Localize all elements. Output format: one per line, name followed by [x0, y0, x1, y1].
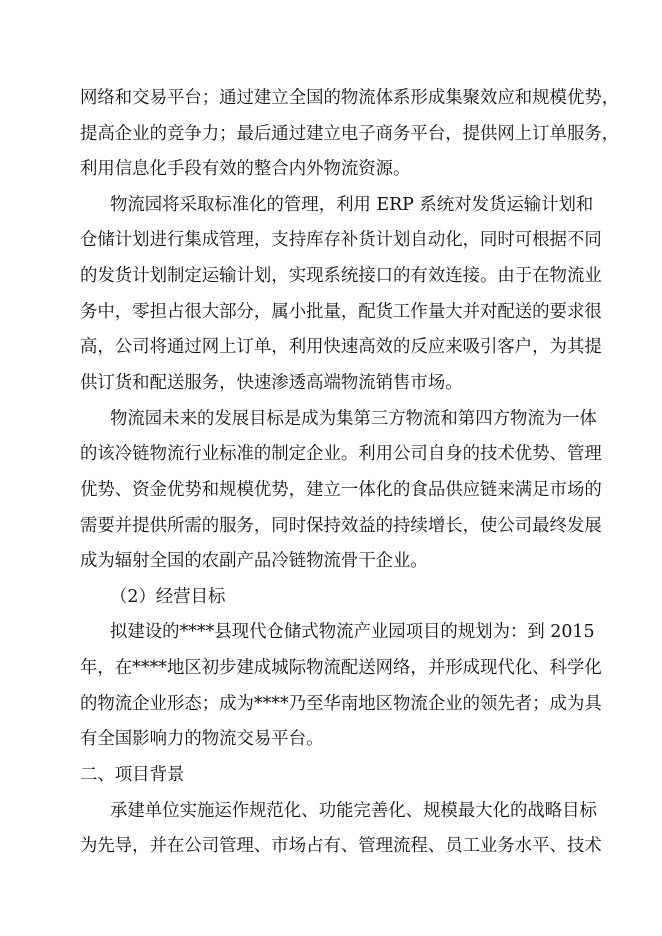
paragraph-line: 提高企业的竞争力；最后通过建立电子商务平台，提供网上订单服务， [80, 124, 620, 144]
paragraph-line: 供订货和配送服务，快速渗透高端物流销售市场。 [80, 373, 463, 393]
paragraph-line: 的物流企业形态；成为****乃至华南地区物流企业的领先者；成为具 [80, 694, 602, 714]
paragraph-line: 物流园未来的发展目标是成为集第三方物流和第四方物流为一体 [110, 409, 597, 429]
paragraph-line: 的该冷链物流行业标准的制定企业。利用公司自身的技术优势、管理 [80, 444, 602, 464]
paragraph-line: 承建单位实施运作规范化、功能完善化、规模最大化的战略目标 [110, 801, 597, 821]
paragraph-line: 高，公司将通过网上订单，利用快速高效的反应来吸引客户，为其提 [80, 337, 602, 357]
section-heading: 二、项目背景 [80, 765, 185, 785]
paragraph-line: 年，在****地区初步建成城际物流配送网络，并形成现代化、科学化 [80, 658, 602, 678]
paragraph-line: 网络和交易平台；通过建立全国的物流体系形成集聚效应和规模优势， [80, 88, 620, 108]
section-subheading: （2）经营目标 [110, 587, 226, 607]
paragraph-line: 仓储计划进行集成管理，支持库存补货计划自动化，同时可根据不同 [80, 230, 602, 250]
paragraph-line: 成为辐射全国的农副产品冷链物流骨干企业。 [80, 551, 428, 571]
paragraph-line: 有全国影响力的物流交易平台。 [80, 729, 324, 749]
paragraph-line: 为先导，并在公司管理、市场占有、管理流程、员工业务水平、技术 [80, 836, 602, 856]
paragraph-line: 务中，零担占很大部分，属小批量，配货工作量大并对配送的要求很 [80, 302, 602, 322]
paragraph-line: 的发货计划制定运输计划，实现系统接口的有效连接。由于在物流业 [80, 266, 602, 286]
paragraph-line: 需要并提供所需的服务，同时保持效益的持续增长，使公司最终发展 [80, 516, 602, 536]
paragraph-line: 物流园将采取标准化的管理，利用 ERP 系统对发货运输计划和 [110, 195, 594, 215]
paragraph-line: 利用信息化手段有效的整合内外物流资源。 [80, 159, 411, 179]
paragraph-line: 拟建设的****县现代仓储式物流产业园项目的规划为：到 2015 [110, 622, 595, 642]
paragraph-line: 优势、资金优势和规模优势，建立一体化的食品供应链来满足市场的 [80, 480, 602, 500]
